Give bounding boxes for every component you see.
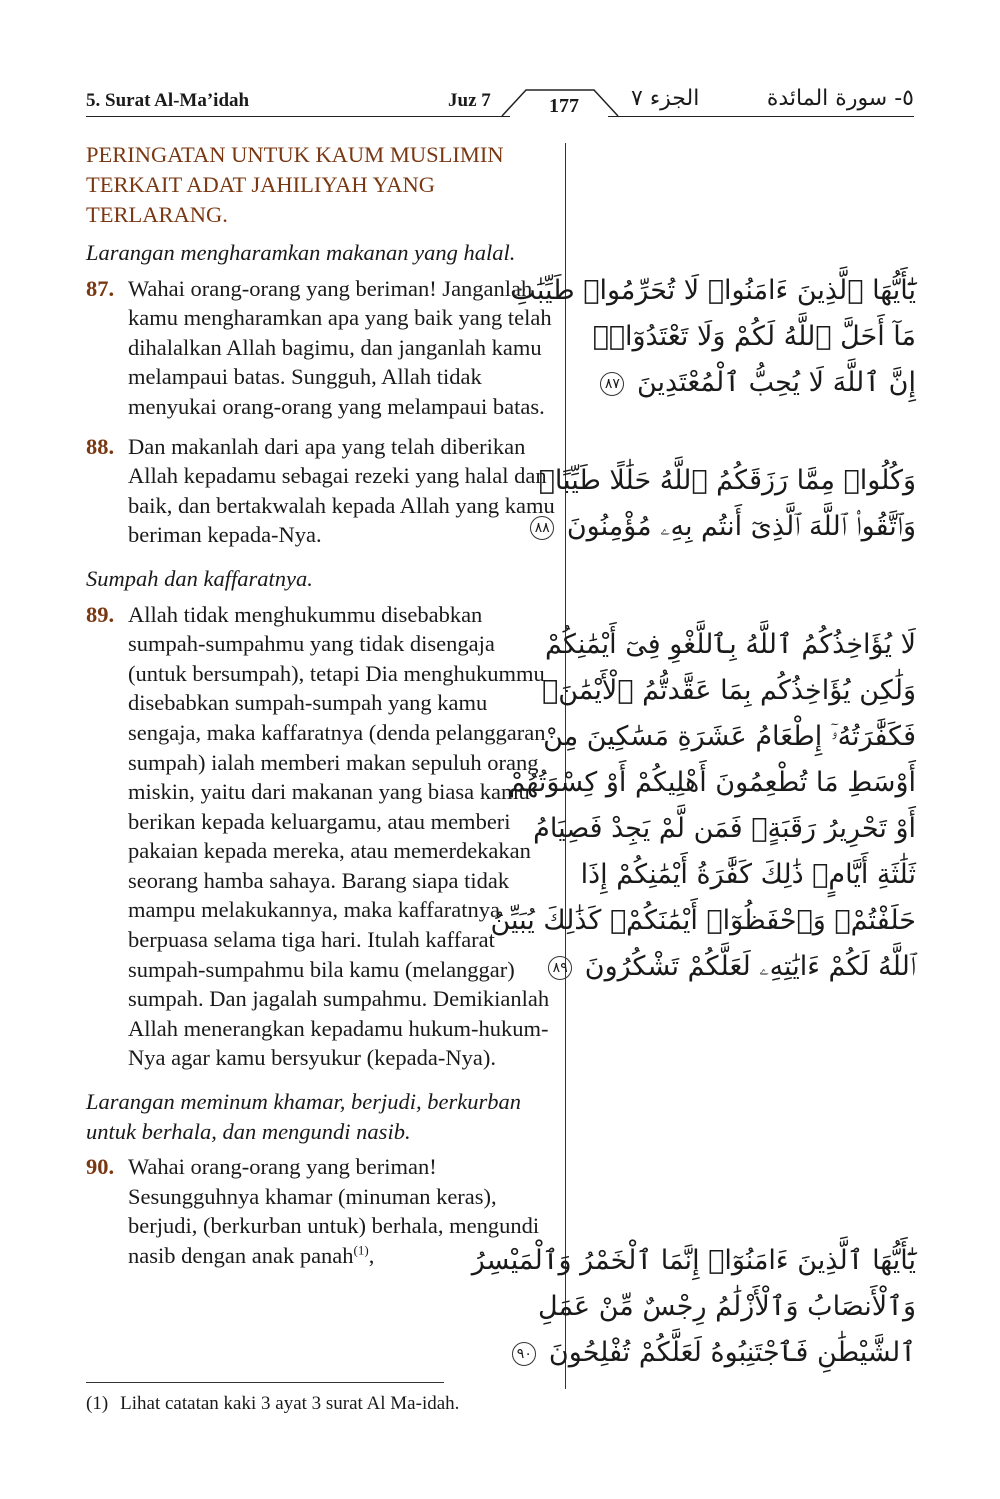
arabic-line: حَلَفْتُمْۚ وَٱحْفَظُوٓا۟ أَيْمَٰنَكُمْۚ كَذَٰلِكَ يُبَيِّنُ: [490, 905, 916, 936]
page-number: 177: [549, 95, 579, 117]
verse-text: Dan makanlah dari apa yang telah diberikan Allah kepadamu sebagai rezeki yang halal dan baik, dan bertakwalah kepada Allah yang kamu beriman kepada-Nya.: [128, 433, 555, 548]
header-surah-arabic: ٥- سورة المائدة: [766, 86, 914, 111]
arabic-line-text: ٱلشَّيْطَٰنِ فَٱجْتَنِبُوهُ لَعَلَّكُمْ تُفْلِحُونَ: [548, 1337, 916, 1368]
ayah-end-marker-icon: ٩٠: [512, 1342, 536, 1366]
subheading-oaths: Sumpah dan kaffaratnya.: [86, 565, 313, 591]
arabic-line: مَآ أَحَلَّ ٱللَّهُ لَكُمْ وَلَا تَعْتَدُوٓا۟ۚ: [592, 321, 916, 352]
verse-89: [86, 600, 556, 1074]
subheading-khamar: Larangan meminum khamar, berjudi, berkurban untuk berhala, dan mengundi nasib.: [86, 1089, 521, 1144]
arabic-line: [552, 944, 916, 990]
arabic-line: [590, 360, 916, 406]
arabic-verse-87: [510, 268, 916, 406]
verse-text: Allah tidak menghukummu disebabkan sumpah-sumpahmu yang tidak disengaja (untuk bersumpah), tetapi Dia menghukummu disebabkan sumpah-sumpah yang kamu sengaja, maka kaffaratnya (denda pelanggaran sumpah) ialah memberi makan sepuluh orang miskin, yaitu dari makanan yang biasa kamu berikan kepada keluargamu, atau memberi pakaian kepada mereka, atau memerdekakan seorang hamba sahaya. Barang siapa tidak mampu melakukannya, maka kaffaratnya berpuasa selama tiga hari. Itulah kaffarat sumpah-sumpahmu bila kamu (melanggar) sumpah. Dan jagalah sumpahmu. Demikianlah Allah menerangkan kepadamu hukum-hukum-Nya agar kamu bersyukur (kepada-Nya).: [128, 601, 550, 1071]
footnote-text: Lihat catatan kaki 3 ayat 3 surat Al Ma-idah.: [120, 1393, 460, 1414]
arabic-line: لَا يُؤَاخِذُكُمُ ٱللَّهُ بِٱللَّغْوِ فِىٓ أَيْمَٰنِكُمْ: [545, 629, 916, 660]
arabic-line: يَٰٓأَيُّهَا ٱلَّذِينَ ءَامَنُوا۟ لَا تُحَرِّمُوا۟ طَيِّبَٰتِ: [510, 275, 916, 306]
header-rule-right: [608, 116, 914, 117]
arabic-line-text: وَٱتَّقُوا۟ ٱللَّهَ ٱلَّذِىٓ أَنتُم بِهِۦ مُؤْمِنُونَ: [566, 511, 916, 542]
header-juz-latin: Juz 7: [448, 90, 491, 111]
arabic-line: ثَلَٰثَةِ أَيَّامٍۚ ذَٰلِكَ كَفَّٰرَةُ أَيْمَٰنِكُمْ إِذَا: [580, 859, 916, 890]
verse-90-text: Wahai orang-orang yang beriman! Sesungguhnya khamar (minuman keras), berjudi, (berkurban untuk) berhala, mengundi nasib dengan anak panah: [128, 1154, 540, 1268]
arabic-line-text: ٱللَّهُ لَكُمْ ءَايَٰتِهِۦ لَعَلَّكُمْ تَشْكُرُونَ: [584, 951, 916, 982]
verse-text: Wahai orang-orang yang beriman! Janganlah kamu mengharamkan apa yang baik yang telah dihalalkan Allah bagimu, dan janganlah kamu melampaui batas. Sungguh, Allah tidak menyukai orang-orang yang melampaui batas.: [128, 275, 552, 419]
header-surah-latin: 5. Surat Al-Ma’idah: [86, 90, 250, 111]
arabic-line: أَوْسَطِ مَا تُطْعِمُونَ أَهْلِيكُمْ أَوْ كِسْوَتُهُمْ: [508, 767, 916, 798]
arabic-verse-88: [534, 458, 916, 550]
verse-number: 87.: [86, 275, 115, 301]
section-title: PERINGATAN UNTUK KAUM MUSLIMIN TERKAIT ADAT JAHILIYAH YANG TERLARANG.: [86, 142, 504, 227]
arabic-line: وَٱلْأَنصَابُ وَٱلْأَزْلَٰمُ رِجْسٌ مِّنْ عَمَلِ: [538, 1291, 916, 1322]
arabic-line: يَٰٓأَيُّهَا ٱلَّذِينَ ءَامَنُوٓا۟ إِنَّمَا ٱلْخَمْرُ وَٱلْمَيْسِرُ: [471, 1245, 916, 1276]
footnote-rule: [86, 1382, 444, 1383]
translation-column: [86, 140, 556, 1281]
arabic-line-text: إِنَّ ٱللَّهَ لَا يُحِبُّ ٱلْمُعْتَدِينَ: [636, 367, 916, 398]
header-juz-arabic: الجزء ٧: [631, 86, 700, 111]
ayah-end-marker-icon: ٨٨: [530, 516, 554, 540]
verse-87: [86, 274, 556, 422]
arabic-line: [534, 504, 916, 550]
verse-90-text-end: ,: [368, 1243, 375, 1268]
page-header: [86, 86, 914, 126]
arabic-line: وَكُلُوا۟ مِمَّا رَزَقَكُمُ ٱللَّهُ حَلَٰلًا طَيِّبًاۚ: [538, 465, 916, 496]
ayah-end-marker-icon: ٨٩: [548, 956, 572, 980]
verse-number: 88.: [86, 433, 115, 459]
arabic-line: وَلَٰكِن يُؤَاخِذُكُم بِمَا عَقَّدتُّمُ ٱلْأَيْمَٰنَۖ: [542, 675, 916, 706]
verse-number: 89.: [86, 601, 115, 627]
arabic-verse-90: [471, 1238, 916, 1376]
header-rule-left: [86, 116, 510, 117]
arabic-line: فَكَفَّٰرَتُهُۥٓ إِطْعَامُ عَشَرَةِ مَسَٰكِينَ مِنْ: [543, 721, 916, 752]
verse-88: [86, 432, 556, 550]
subheading-halal-food: Larangan mengharamkan makanan yang halal.: [86, 240, 516, 265]
arabic-verse-89: [490, 622, 916, 990]
footnote-reference[interactable]: (1): [353, 1242, 369, 1258]
footnote-marker: (1): [86, 1393, 109, 1414]
ayah-end-marker-icon: ٨٧: [600, 372, 624, 396]
verse-number: 90.: [86, 1154, 115, 1180]
arabic-line: أَوْ تَحْرِيرُ رَقَبَةٍۖ فَمَن لَّمْ يَجِدْ فَصِيَامُ: [533, 813, 916, 844]
footnote: [86, 1393, 459, 1415]
arabic-line: [516, 1330, 916, 1376]
